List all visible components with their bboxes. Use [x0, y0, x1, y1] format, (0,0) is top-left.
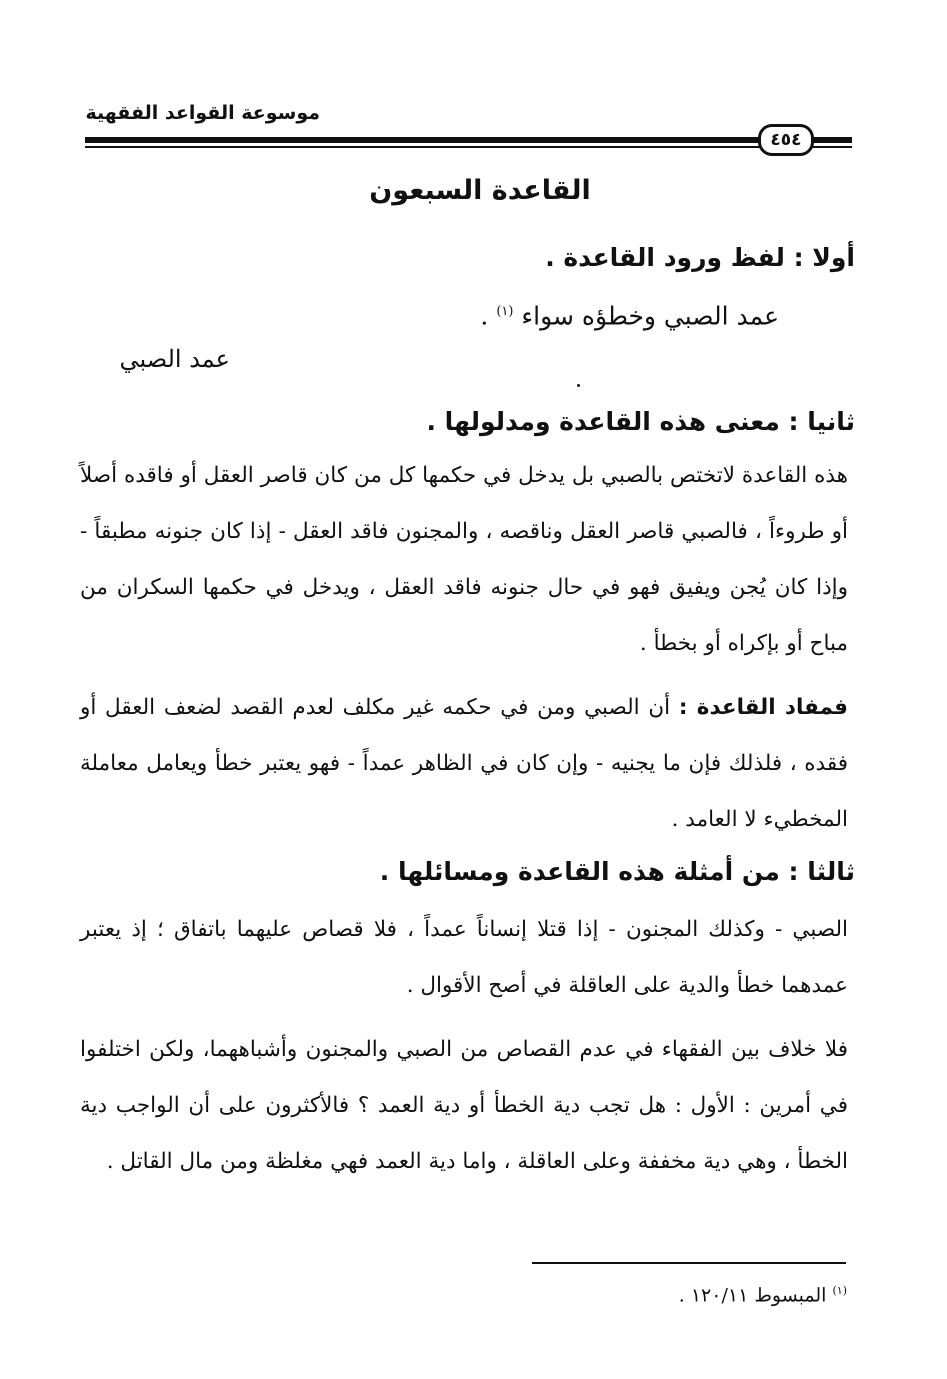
rule-statement-end: . — [480, 301, 497, 331]
footnote-reference[interactable]: (١) — [496, 304, 514, 319]
header-rule-thick — [85, 137, 760, 143]
paragraph-conclusion-text: أن الصبي ومن في حكمه غير مكلف لعدم القصد لضعف العقل أو فقده ، فلذلك فإن ما يجنيه - وإن كان في الظاهر عمداً - فهو يعتبر خطأ ويعامل معاملة المخطيء لا العامد . — [80, 695, 848, 832]
section-heading-meaning: ثانيا : معنى هذه القاعدة ومدلولها . — [426, 407, 855, 436]
section-heading-wording: أولا : لفظ ورود القاعدة . — [545, 243, 855, 272]
paragraph-lead: فمفاد القاعدة : — [678, 695, 848, 720]
header-rule-thin — [85, 146, 760, 148]
footnote — [679, 1276, 847, 1310]
rule-statement-text: عمد الصبي وخطؤه سواء — [521, 301, 779, 331]
footnote-separator — [532, 1262, 846, 1264]
rule-title: القاعدة السبعون — [369, 175, 591, 206]
header-rule-right-thick — [812, 137, 852, 143]
stray-dot — [577, 384, 580, 387]
paragraph-example-1: الصبي - وكذلك المجنون - إذا قتلا إنساناً عمداً ، فلا قصاص عليهما باتفاق ؛ إذ يعتبر عمدهما خطأ والدية على العاقلة في أصح الأقوال . — [80, 917, 848, 998]
footnote-text: المبسوط ١٢٠/١١ . — [678, 1284, 833, 1307]
footnote-marker: (١) — [832, 1284, 847, 1297]
paragraph-meaning: هذه القاعدة لاتختص بالصبي بل يدخل في حكمها كل من كان قاصر العقل أو فاقده أصلاً أو طروءاً ، فالصبي قاصر العقل وناقصه ، والمجنون فاقد العقل - إذا كان جنونه مطبقاً - وإذا كان يُجن ويفيق فهو في حال جنونه فاقد العقل ، ويدخل في حكمها السكران من مباح أو بإكراه أو بخطأ . — [80, 463, 848, 656]
header-rule-right-thin — [812, 146, 852, 148]
paragraph-conclusion — [80, 680, 848, 848]
paragraph-example-2: فلا خلاف بين الفقهاء في عدم القصاص من الصبي والمجنون وأشباههما، ولكن اختلفوا في أمرين : الأول : هل تجب دية الخطأ أو دية العمد ؟ فالأكثرون على أن الواجب دية الخطأ ، وهي دية مخففة وعلى العاقلة ، واما دية العمد فهي مغلظة ومن مال القاتل . — [80, 1037, 848, 1174]
margin-note: عمد الصبي — [119, 345, 230, 373]
rule-statement — [480, 294, 779, 334]
page-number: ٤٥٤ — [758, 124, 814, 156]
section-heading-examples: ثالثا : من أمثلة هذه القاعدة ومسائلها . — [379, 857, 855, 886]
running-title: موسوعة القواعد الفقهية — [85, 102, 320, 124]
